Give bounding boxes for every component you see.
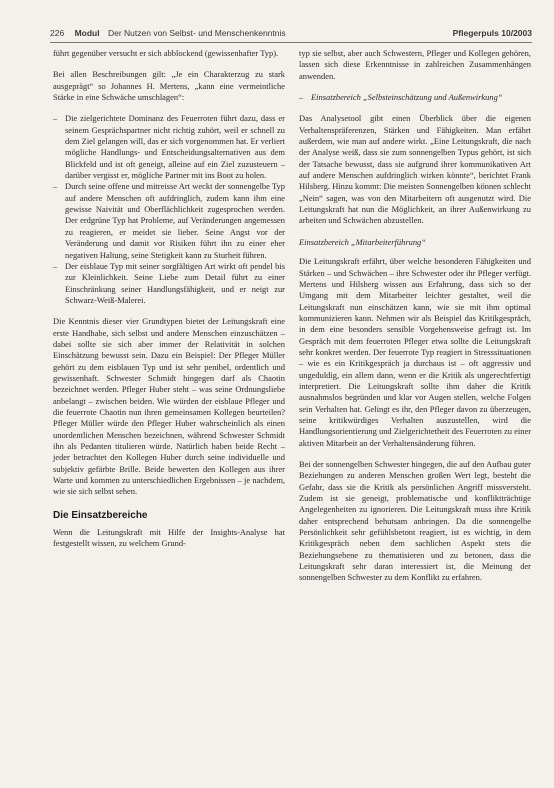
paragraph: Die Leitungskraft erfährt, über welche besonderen Fähigkeiten und Stärken – und Schwächen – ihre Schwester oder ihr Pfleger verfügt. Mertens und Hilsberg wissen aus Erfahrung, dass sich so der Umgang mit dem Mitarbeiter leichter gestaltet, weil die Leitungskraft nun einschätzen kann, wie sie mit ihm optimal kommunizieren kann. Nehmen wir als Beispiel das Kritikgespräch, in dem eine besonders sensible Vorgehensweise gefragt ist. Im Gespräch mit dem feuerroten Pfleger etwa sollte die Leitungskraft sehr konkret werden. Der feuerrote Typ reagiert in Stresssituationen – wie es ein Kritikgespräch ja durchaus ist – oft aggressiv und ungeduldig, ein allem dann, wenn er die Kritik als ungerechtfertigt interpretiert. Die Leitungskraft sollte ihm daher die Kritik ausnahmslos begründen und klar vor Augen stellen, welche Folgen sein Verhalten hat. Gelingt es ihr, den Pfleger davon zu überzeugen, seine kritikwürdiges Verhalten auszustellen, wird die Handlungsorientierung und Zielgerichtetheit des Feuerroten zu einer aktiven Mitarbeit an der Verhaltensänderung führen. — [299, 256, 531, 448]
page-number: 226 — [50, 28, 65, 38]
right-column — [299, 48, 531, 594]
list-item: – Der eisblaue Typ mit seiner sorgfältigen Art wirkt oft pendel bis zur Kleinlichkeit. Seine Liebe zum Detail führt zu einer Einschränkung seiner Handlungsfähigkeit, und er neigt zur Schwarz-Weiß-Malerei. — [53, 261, 285, 306]
article-title: Der Nutzen von Selbst- und Menschenkenntnis — [107, 28, 286, 38]
running-header — [50, 26, 532, 43]
dash-list — [53, 113, 285, 306]
paragraph: Bei allen Beschreibungen gilt: „Je ein Charakterzug zu stark ausgeprägt“ so Johannes H. Mertens, „kann eine vermeintliche Stärke in eine Schwäche umschlagen“: — [53, 69, 285, 103]
list-item: – Durch seine offene und mitreisse Art weckt der sonnengelbe Typ auf andere Menschen oft aufdringlich, zudem kann ihm eine gewisse Naivität und Oberflächlichkeit zugesprochen werden. Der erdgrüne Typ hat Probleme, auf Veränderungen angemessen zu reagieren, er meidet sie lieber. Seine Angst vor der Veränderung und damit vor Risiken führt ihn zu einer eher negativen Haltung, seine Stetigkeit kann zu Sturheit führen. — [53, 181, 285, 260]
paragraph: Wenn die Leitungskraft mit Hilfe der Insights-Analyse hat festgestellt wissen, zu welchem Grund- — [53, 527, 285, 549]
list-item: – Die zielgerichtete Dominanz des Feuerroten führt dazu, dass er seinem Gesprächspartner nicht richtig zuhört, weil er schnell zu dem Ziel gelangen will, das er sich vorgenommen hat. Er verliert mögliche Handlungs- und Entscheidungsalternativen aus dem Blickfeld und ist oft geneigt, alleine auf ein Ziel zuzusteuern – darüber vergisst er, mögliche Partner mit ins Boot zu holen. — [53, 113, 285, 181]
journal-issue: Pflegerpuls 10/2003 — [452, 28, 532, 38]
section-heading: Die Einsatzbereiche — [53, 509, 148, 521]
paragraph: Das Analysetool gibt einen Überblick über die eigenen Verhaltenspräferenzen, Stärken und Fähigkeiten. Man erfährt außerdem, wie man auf andere wirkt. „Eine Leitungskraft, die nach der Analyse weiß, dass sie zum sonnengelben Typus gehört, ist sich der Tatsache bewusst, dass sie aufgrund ihrer kommunikativen Art auf andere Menschen aufdringlich wirken könnte“, berichtet Frank Hilsberg. Hinzu kommt: Die meisten Sonnengelben können schlecht „Nein“ sagen, was von den Mitarbeitern oft ausgenutzt wird. Die Leitungskraft hat nun die Möglichkeit, an ihrer Außenwirkung zu arbeiten und Schwächen abzustellen. — [299, 113, 531, 226]
left-column — [53, 48, 285, 560]
topic-list — [299, 92, 531, 103]
list-item: – Einsatzbereich „Selbsteinschätzung und Außenwirkung“ — [299, 92, 531, 103]
header-left — [50, 28, 286, 38]
paragraph: typ sie selbst, aber auch Schwestern, Pfleger und Kollegen gehören, lassen sich diese Erkenntnisse in zahlreichen Zusammenhängen anwenden. — [299, 48, 531, 81]
paragraph: führt gegenüber versucht er sich abblockend (gewissenhafter Typ). — [53, 48, 279, 58]
section-label: Modul — [74, 28, 100, 38]
sub-heading: Einsatzbereich „Mitarbeiterführung“ — [299, 236, 426, 247]
paragraph: Bei der sonnengelben Schwester hingegen, die auf den Aufbau guter Beziehungen zu anderen Menschen großen Wert legt, besteht die Gefahr, dass sie die Kritik als persönlichen Angriff missversteht. Zudem ist sie geneigt, problematische und konfliktträchtige Angelegenheiten zu ignorieren. Die Leitungskraft muss ihre Kritik daher entsprechend behutsam anbringen. Da die sonnengelbe Persönlichkeit sehr gefühlsbetont reagiert, ist es wichtig, in dem Kritikgespräch neben dem sachlichen Aspekt stets die Beziehungsebene zu thematisieren und zu betonen, dass die Leitungskraft sehr daran interessiert ist, die Meinung der sonnengelben Schwester zu dem Konflikt zu erfahren. — [299, 459, 531, 583]
paragraph: Die Kenntnis dieser vier Grundtypen bietet der Leitungskraft eine erste Handhabe, sich selbst und andere Menschen einzuschätzen – dabei sollte sie sich aber immer der Relativität in solchen Einschätzung bewusst sein. Dazu ein Beispiel: Der Pfleger Müller gehört zu dem eisblauen Typ und ist sehr penibel, ordentlich und gewissenhaft. Schwester Schmidt hingegen darf als Chaotin bezeichnet werden. Pfleger Huber steht – was seine Ordnungsliebe anbelangt – zwischen beiden. Wie würden der eisblaue Pfleger und die feuerrote Chaotin nun ihren gemeinsamen Kollegen beurteilen? Pfleger Müller würde den Pfleger Huber wahrscheinlich als einen unordentlichen Menschen bezeichnen, während Schwester Schmidt ihn als Pedanten titulieren würde. Natürlich haben beide Recht – jeder betrachtet den Kollegen Huber durch seine individuelle und subjektiv gefärbte Brille. Beide bewerten den Kollegen aus ihrer Warte und kommen zu unterschiedlichen Ergebnissen – je nachdem, wie sie sich selbst sehen. — [53, 316, 285, 497]
